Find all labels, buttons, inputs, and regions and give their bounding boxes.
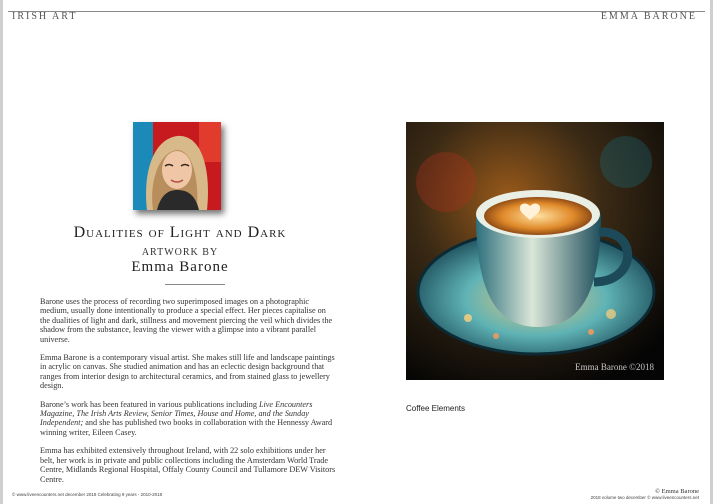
footer-copyright: © Emma Barone bbox=[655, 488, 699, 495]
paragraph: Barone’s work has been featured in various publications including Live Encounters Magazine, The Irish Arts Review, Senior Times, House and Home, and the Sunday Independent; and she has published two books in collaboration with the Hennessy Award winning writer, Eileen Casey. bbox=[40, 399, 333, 437]
article-body bbox=[40, 297, 336, 493]
artwork-signature: Emma Barone ©2018 bbox=[575, 362, 654, 372]
artist-name: Emma Barone bbox=[131, 259, 229, 275]
author-label: EMMA BARONE bbox=[600, 11, 697, 22]
paragraph: Emma Barone is a contemporary visual artist. She makes still life and landscape paintings in acrylic on canvas. She studied animation and has an eclectic design background that ranges from interior design to architectural ceramics, and from stained glass to jewellery design. bbox=[40, 353, 335, 391]
artwork-image bbox=[406, 122, 664, 380]
artist-portrait bbox=[133, 122, 221, 210]
article-subtitle: ARTWORK BY bbox=[141, 247, 219, 258]
article-title: Dualities of Light and Dark bbox=[73, 224, 287, 241]
footer-right: 2018 volume two december © www.liveencounters.net bbox=[590, 495, 699, 500]
paragraph: Barone uses the process of recording two superimposed images on a photographic medium, usually done intentionally to produce a special effect. Her pieces capitalise on the dualities of light and dark, stillness and movement piercing the veil which divides the shadow from the substance, leaving the viewer with a glimpse into a vibrant parallel universe. bbox=[40, 297, 333, 344]
paragraph: Emma has exhibited extensively throughout Ireland, with 22 solo exhibitions under her belt, her work is in private and public collections including the Amsterdam World Trade Centre, Midlands Regional Hospital, Offaly County Council and Tullamore DEW Visitors Centre. bbox=[40, 446, 336, 484]
footer-left: © www.liveencounters.net december 2018 Celebrating 9 years - 2010-2018 bbox=[12, 492, 163, 497]
section-label: IRISH ART bbox=[12, 11, 78, 22]
title-rule bbox=[165, 284, 225, 285]
artwork-caption: Coffee Elements bbox=[406, 404, 465, 413]
